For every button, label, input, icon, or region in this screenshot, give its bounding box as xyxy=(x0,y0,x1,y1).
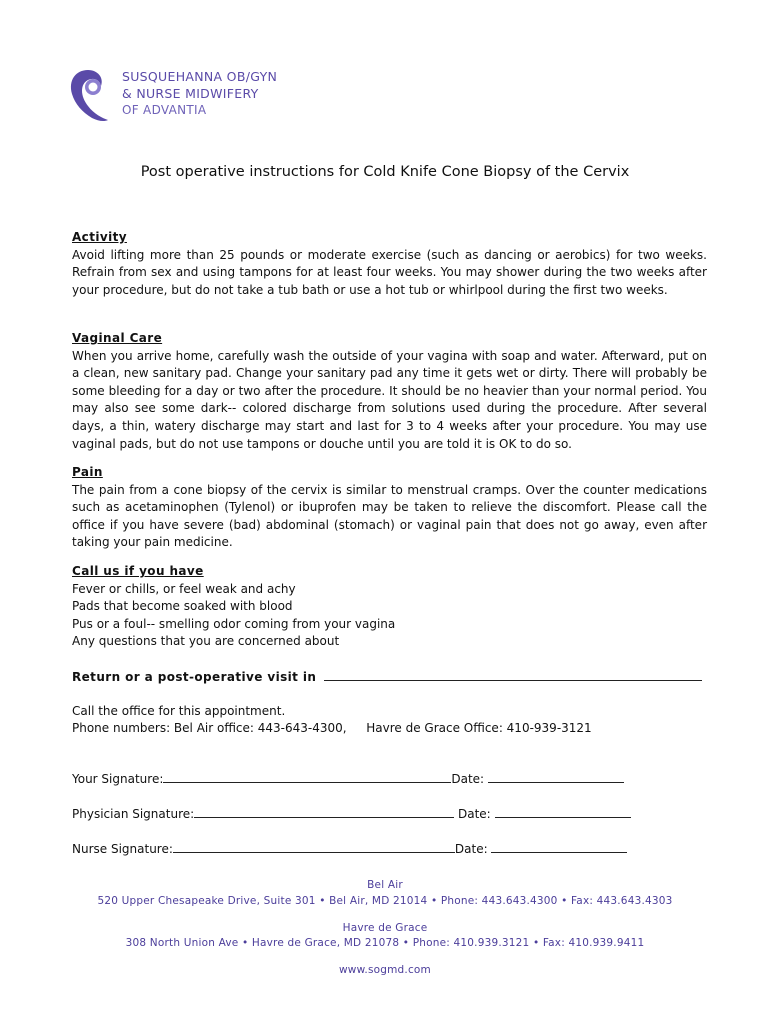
nurse-signature-date-label: Date: xyxy=(454,842,488,856)
footer-havre-address: 308 North Union Ave • Havre de Grace, MD 21078 • Phone: 410.939.3121 • Fax: 410.939.9411 xyxy=(125,937,645,949)
nurse-signature-date-field[interactable] xyxy=(491,841,627,853)
footer-havre-name: Havre de Grace xyxy=(342,922,428,934)
pain-heading: Pain xyxy=(72,465,103,479)
pain-text: The pain from a cone biopsy of the cervix is similar to menstrual cramps. Over the counter medications such as acetaminophen (Tylenol) or ibuprofen may be taken to relieve the discomfort. Please call the office if you have severe (bad) abdominal (stomach) or vaginal pain that does not go away, even after taking your pain medicine. xyxy=(72,482,707,550)
physician-signature-field[interactable] xyxy=(194,806,454,818)
activity-text: Avoid lifting more than 25 pounds or moderate exercise (such as dancing or aerobics) for two weeks. Refrain from sex and using tampons for at least four weeks. You may shower during the two weeks after your procedure, but do not take a tub bath or use a hot tub or whirlpool during the first two weeks. xyxy=(72,247,707,297)
your-signature-date-label: Date: xyxy=(451,772,485,786)
your-signature-row xyxy=(72,771,624,788)
pain-section xyxy=(72,464,707,552)
your-signature-date-field[interactable] xyxy=(488,771,624,783)
nurse-signature-row xyxy=(72,841,627,858)
practice-logo xyxy=(66,68,306,124)
bel-air-phone: Phone numbers: Bel Air office: 443-643-4300, xyxy=(72,721,347,735)
list-item: Any questions that you are concerned about xyxy=(72,634,340,649)
vaginal-care-section xyxy=(72,330,707,453)
logo-line-1: SUSQUEHANNA OB/GYN xyxy=(122,69,278,84)
list-item: Pads that become soaked with blood xyxy=(72,599,293,614)
list-item: Pus or a foul-- smelling odor coming from your vagina xyxy=(72,616,396,631)
return-visit-row xyxy=(72,669,702,686)
physician-signature-date-field[interactable] xyxy=(495,806,631,818)
footer-website[interactable]: www.sogmd.com xyxy=(339,964,431,976)
logo-mark-icon xyxy=(66,68,110,124)
logo-wordmark xyxy=(122,68,277,119)
call-us-section xyxy=(72,563,707,651)
havre-phone: Havre de Grace Office: 410-939-3121 xyxy=(366,721,592,735)
footer-bel-air-address: 520 Upper Chesapeake Drive, Suite 301 • Bel Air, MD 21014 • Phone: 443.643.4300 • Fax: 443.643.4303 xyxy=(97,895,673,907)
nurse-signature-label: Nurse Signature: xyxy=(72,842,173,856)
your-signature-field[interactable] xyxy=(163,771,451,783)
appointment-line: Call the office for this appointment. xyxy=(72,704,286,718)
page-title: Post operative instructions for Cold Knife Cone Biopsy of the Cervix xyxy=(140,164,630,180)
phone-numbers-row xyxy=(72,720,592,737)
nurse-signature-field[interactable] xyxy=(173,841,455,853)
your-signature-label: Your Signature: xyxy=(72,772,164,786)
return-visit-field[interactable] xyxy=(324,669,702,681)
physician-signature-label: Physician Signature: xyxy=(72,807,195,821)
activity-heading: Activity xyxy=(72,230,127,244)
footer-bel-air-name: Bel Air xyxy=(367,879,403,891)
logo-line-3: OF ADVANTIA xyxy=(122,103,207,117)
logo-line-2: & NURSE MIDWIFERY xyxy=(122,86,259,101)
list-item: Fever or chills, or feel weak and achy xyxy=(72,581,296,596)
vaginal-care-text: When you arrive home, carefully wash the outside of your vagina with soap and water. Afterward, put on a clean, new sanitary pad. Change your sanitary pad any time it gets wet or dirty. There will probably be some bleeding for a day or two after the procedure. It should be no heavier than your normal period. You may also see some dark-- colored discharge from solutions used during the procedure. After several days, a thin, watery discharge may start and last for 3 to 4 weeks after your procedure. You may use vaginal pads, but do not use tampons or douche until you are told it is OK to do so. xyxy=(72,348,707,451)
physician-signature-date-label: Date: xyxy=(458,807,491,821)
call-us-heading: Call us if you have xyxy=(72,564,204,578)
return-visit-label: Return or a post-operative visit in xyxy=(72,670,317,684)
activity-section xyxy=(72,229,707,299)
physician-signature-row xyxy=(72,806,631,823)
vaginal-care-heading: Vaginal Care xyxy=(72,331,163,345)
